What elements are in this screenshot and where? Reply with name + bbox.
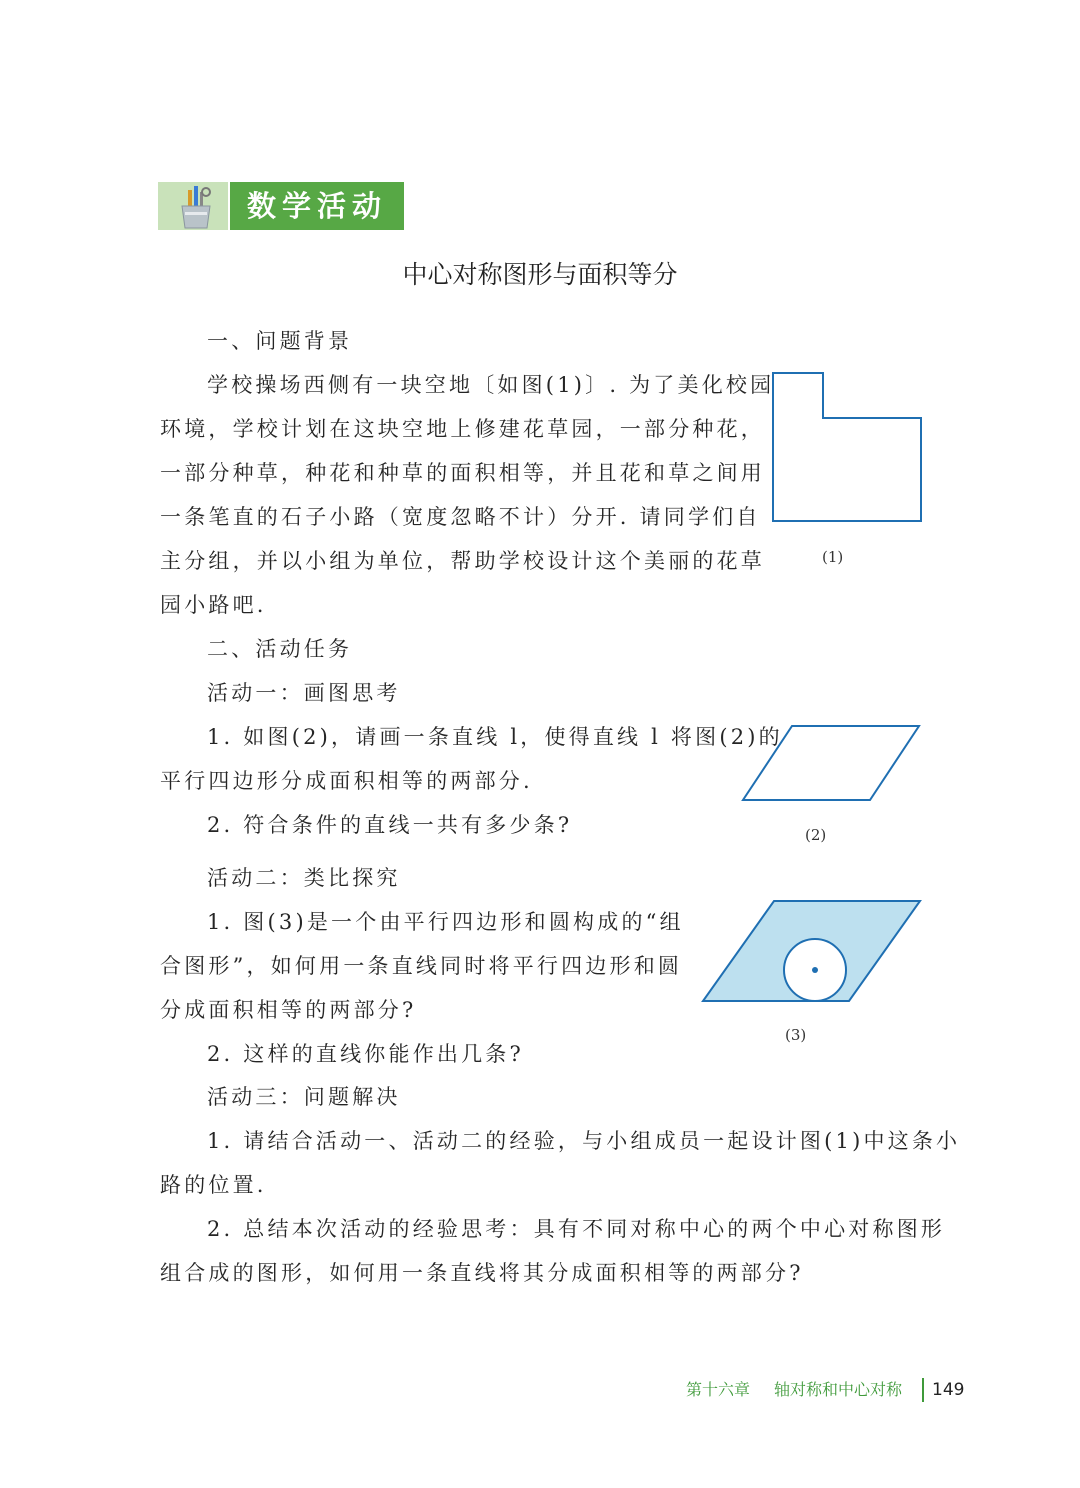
- pen-holder-icon: [158, 182, 228, 230]
- page-title: 中心对称图形与面积等分: [402, 260, 678, 289]
- activity-item: 1. 如图(2)，请画一条直线 l，使得直线 l 将图(2)的: [207, 725, 783, 749]
- figure-2-parallelogram: [735, 718, 930, 810]
- paragraph-line: 学校操场西侧有一块空地〔如图(1)〕. 为了美化校园: [207, 373, 775, 397]
- activity-heading: 活动一：画图思考: [207, 681, 401, 705]
- activity-item: 平行四边形分成面积相等的两部分.: [160, 769, 533, 793]
- footer-chapter: 第十六章: [686, 1380, 751, 1399]
- section-heading: 一、问题背景: [207, 329, 353, 353]
- footer-chapter-title: 轴对称和中心对称: [774, 1380, 903, 1399]
- activity-item: 分成面积相等的两部分?: [160, 998, 417, 1022]
- figure-caption: (2): [805, 826, 827, 844]
- activity-item: 2. 总结本次活动的经验思考：具有不同对称中心的两个中心对称图形: [207, 1217, 946, 1241]
- paragraph-line: 一条笔直的石子小路（宽度忽略不计）分开. 请同学们自: [160, 505, 761, 529]
- paragraph-line: 主分组，并以小组为单位，帮助学校设计这个美丽的花草: [160, 549, 765, 573]
- banner-title: 数学活动: [230, 182, 404, 230]
- page-number: 149: [932, 1380, 965, 1400]
- figure-caption: (3): [785, 1026, 807, 1044]
- activity-item: 2. 符合条件的直线一共有多少条?: [207, 813, 573, 837]
- figure-caption: (1): [822, 548, 844, 566]
- paragraph-line: 园小路吧.: [160, 593, 267, 617]
- activity-heading: 活动三：问题解决: [207, 1085, 401, 1109]
- activity-item: 2. 这样的直线你能作出几条?: [207, 1042, 524, 1066]
- paragraph-line: 一部分种草，种花和种草的面积相等，并且花和草之间用: [160, 461, 765, 485]
- paragraph-line: 环境，学校计划在这块空地上修建花草园，一部分种花，: [160, 417, 765, 441]
- activity-item: 路的位置.: [160, 1173, 267, 1197]
- activity-item: 组合成的图形，如何用一条直线将其分成面积相等的两部分?: [160, 1261, 804, 1285]
- activity-item: 1. 图(3)是一个由平行四边形和圆构成的“组: [207, 910, 684, 934]
- activity-heading: 活动二：类比探究: [207, 866, 401, 890]
- banner-icon-box: [158, 182, 228, 230]
- section-heading: 二、活动任务: [207, 637, 353, 661]
- activity-item: 1. 请结合活动一、活动二的经验，与小组成员一起设计图(1)中这条小: [207, 1129, 961, 1153]
- activity-banner: [158, 182, 404, 230]
- footer-divider: [922, 1378, 924, 1402]
- figure-3-combined-shape: [696, 893, 928, 1008]
- activity-item: 合图形”，如何用一条直线同时将平行四边形和圆: [160, 954, 683, 978]
- figure-1-l-shape: [765, 365, 930, 535]
